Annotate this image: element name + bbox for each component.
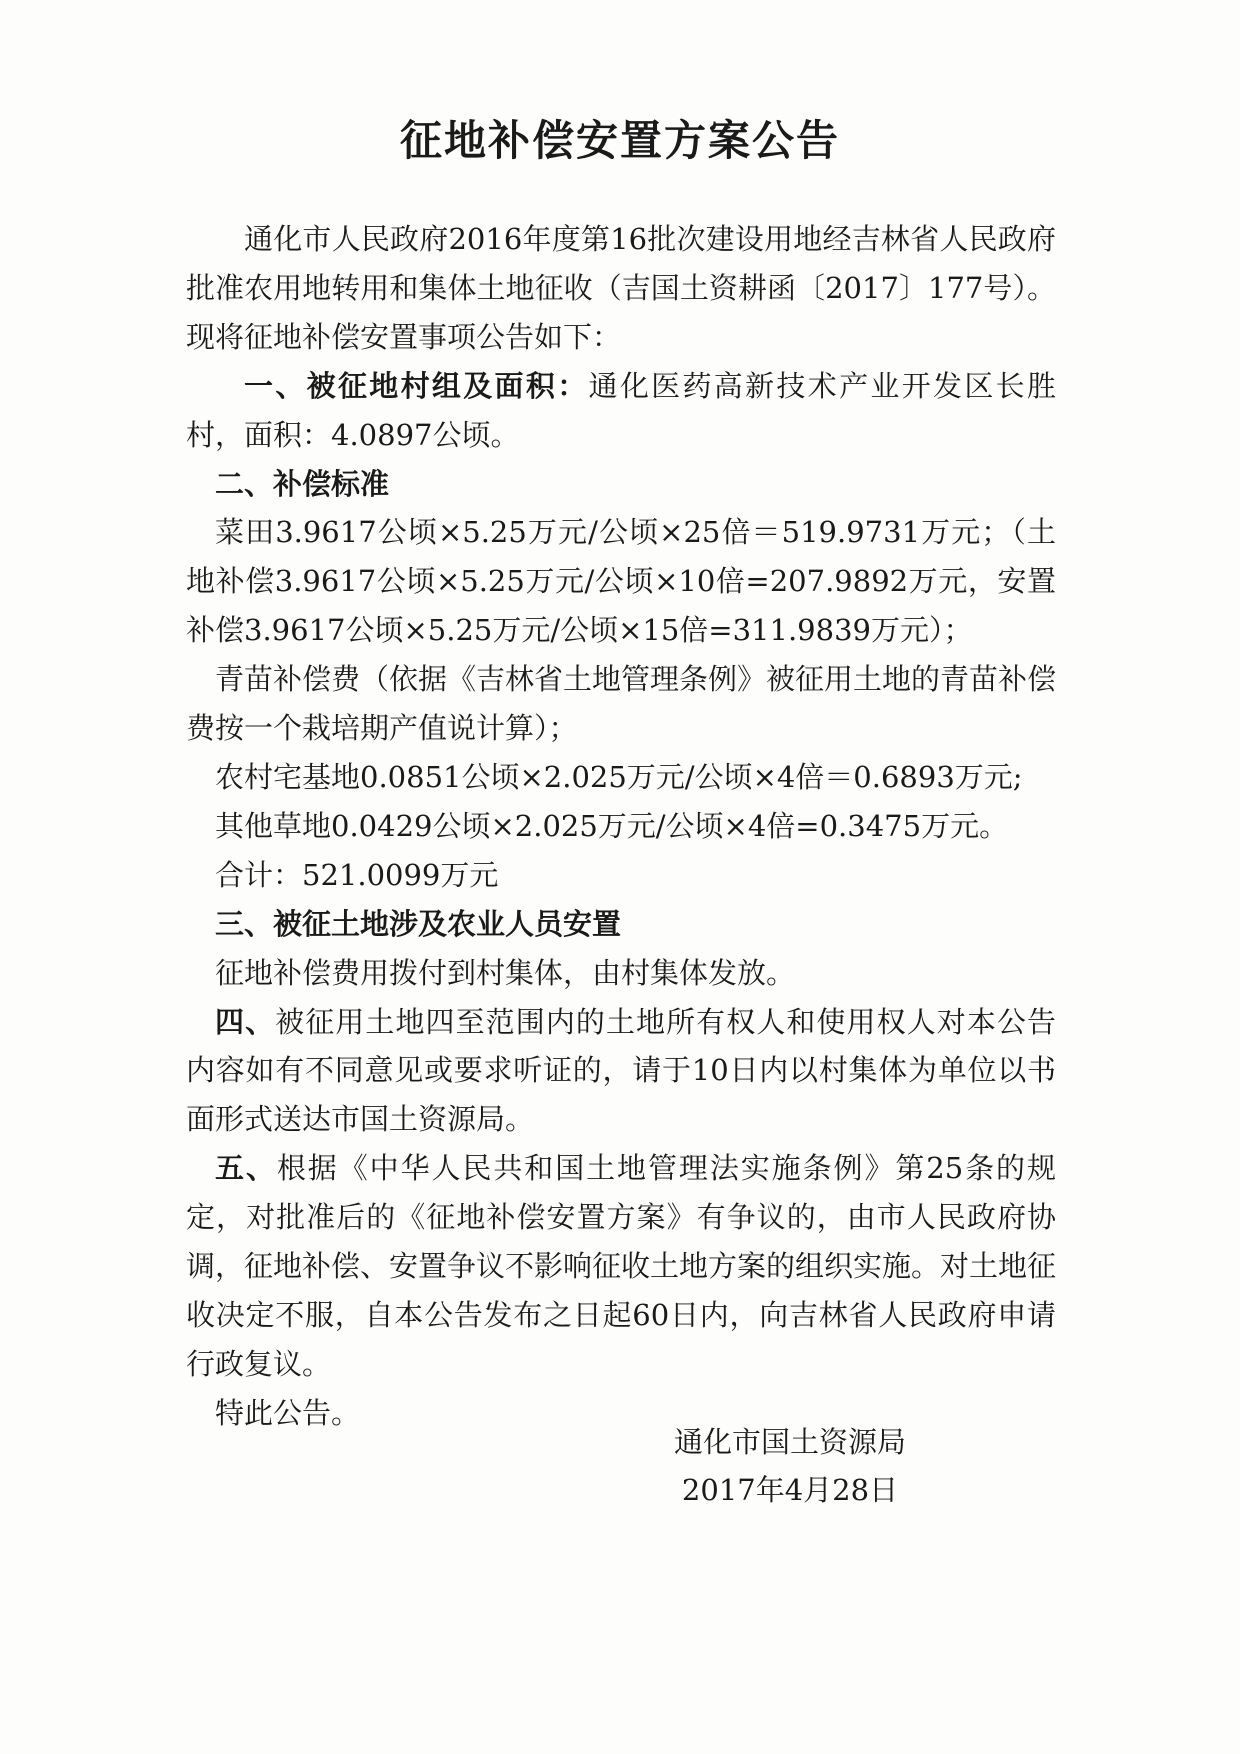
section-3-heading: [186, 900, 1056, 949]
section-3-heading-text: 三、被征土地涉及农业人员安置: [215, 906, 622, 941]
section-1: [186, 362, 1056, 460]
compensation-item-crops: 青苗补偿费（依据《吉林省土地管理条例》被征用土地的青苗补偿费按一个栽培期产值说计算）；: [186, 662, 1057, 746]
section-5: [186, 1144, 1056, 1389]
section-1-text: 通化医药高新技术产业开发区长胜村，面积：4.0897公顷。: [186, 368, 1056, 452]
compensation-item-homestead: 农村宅基地0.0851公顷×2.025万元/公顷×4倍＝0.6893万元;: [215, 759, 1023, 794]
section-5-text: 根据《中华人民共和国土地管理法实施条例》第25条的规定，对批准后的《征地补偿安置方案》有争议的，由市人民政府协调，征地补偿、安置争议不影响征收土地方案的组织实施。对土地征收决定不服，自本公告发布之日起60日内，向吉林省人民政府申请行政复议。: [186, 1151, 1057, 1381]
document-body: [186, 215, 1056, 1438]
closing-line: 特此公告。: [215, 1395, 361, 1430]
section-4: [186, 998, 1056, 1145]
section-2-heading-text: 二、补偿标准: [215, 466, 390, 501]
section-4-text: 被征用土地四至范围内的土地所有权人和使用权人对本公告内容如有不同意见或要求听证的，请于10日内以村集体为单位以书面形式送达市国土资源局。: [186, 1004, 1056, 1137]
issuer-name: 通化市国土资源局: [673, 1425, 906, 1459]
intro-paragraph: 通化市人民政府2016年度第16批次建设用地经吉林省人民政府批准农用地转用和集体土地征收（吉国土资耕函〔2017〕177号）。现将征地补偿安置事项公告如下：: [186, 222, 1056, 354]
section-5-heading: 五、: [215, 1151, 277, 1186]
section-3-text: 征地补偿费用拨付到村集体，由村集体发放。: [215, 955, 796, 990]
compensation-total: 合计：521.0099万元: [215, 857, 499, 892]
compensation-item-grassland: 其他草地0.0429公顷×2.025万元/公顷×4倍=0.3475万元。: [215, 808, 1009, 843]
document-title: 征地补偿安置方案公告: [399, 116, 840, 165]
section-4-heading: 四、: [215, 1004, 276, 1039]
signature-block: [640, 1418, 940, 1514]
issue-date: 2017年4月28日: [681, 1473, 899, 1507]
section-1-heading: 一、被征地村组及面积：: [244, 368, 589, 403]
section-2-heading: [186, 460, 1056, 509]
compensation-item-vegetable-field: 菜田3.9617公顷×5.25万元/公顷×25倍＝519.9731万元；（土地补偿3.9617公顷×5.25万元/公顷×10倍=207.9892万元，安置补偿3.9617公顷×5.25万元/公顷×15倍=311.9839万元）；: [186, 515, 1056, 648]
